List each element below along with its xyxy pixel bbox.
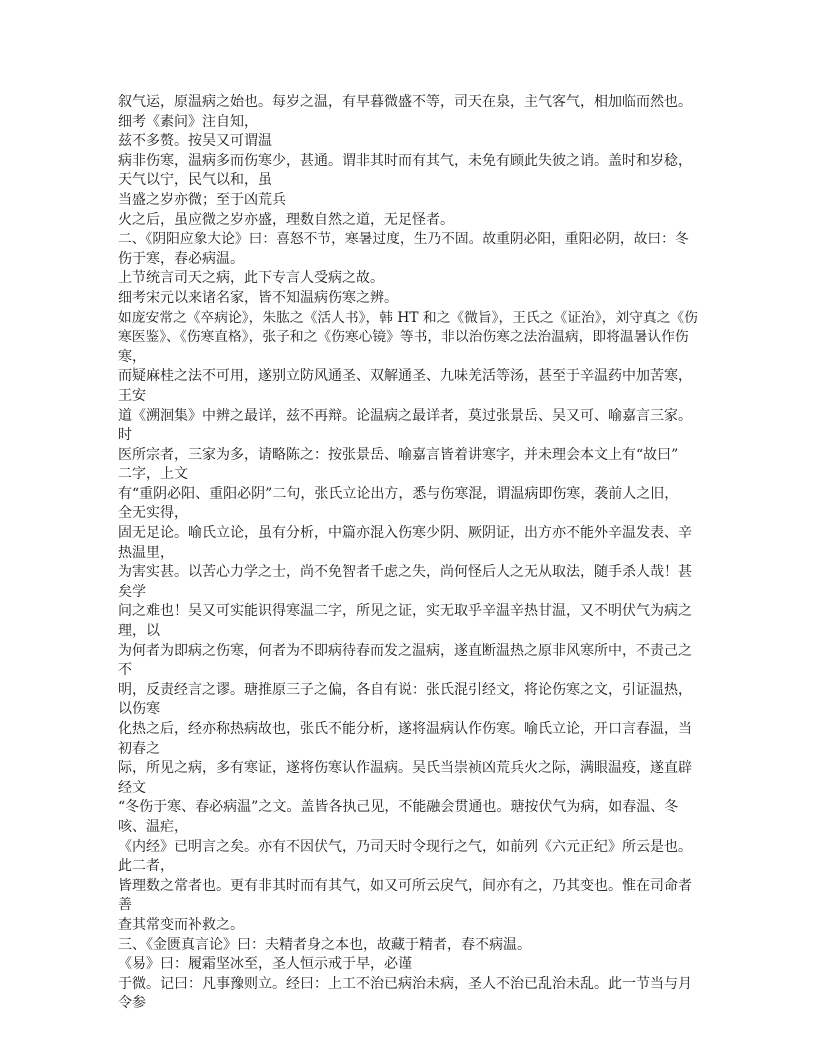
text-line: 火之后，虽应微之岁亦盛，理数自然之道，无足怪者。 <box>118 211 454 228</box>
text-line: 令参 <box>118 995 146 1012</box>
text-line: 王安 <box>118 387 146 404</box>
text-line: 《易》曰：履霜坚冰至，圣人恒示戒于早，必谨 <box>118 956 412 973</box>
text-line: 此二者， <box>118 858 174 875</box>
text-line: “冬伤于寒、春必病温”之文。盖皆各执己见，不能融会贯通也。瑭按伏气为病，如春温、冬 <box>118 799 679 816</box>
text-line: 二字，上文 <box>118 466 188 483</box>
text-line: 于微。记曰：凡事豫则立。经曰：上工不治已病治未病，圣人不治已乱治未乱。此一节当与月 <box>118 975 692 992</box>
text-line: 理，以 <box>118 623 160 640</box>
text-line: 天气以宁，民气以和，虽 <box>118 172 272 189</box>
text-line: 伤于寒，春必病温。 <box>118 250 244 267</box>
text-line: 寒医鉴》、《伤寒直格》，张子和之《伤寒心镜》等书，非以治伤寒之法治温病，即将温暑认作伤 <box>118 329 689 346</box>
text-line: 问之难也！吴又可实能识得寒温二字，所见之证，实无取乎辛温辛热甘温，又不明伏气为病之 <box>118 603 692 620</box>
text-line: 二、《阴阳应象大论》曰：喜怒不节，寒暑过度，生乃不固。故重阴必阳，重阳必阴，故曰：冬 <box>118 231 689 248</box>
text-line: 际，所见之病，多有寒证，遂将伤寒认作温病。吴氏当崇祯凶荒兵火之际，满眼温疫，遂直辟 <box>118 760 692 777</box>
document-body <box>118 93 698 1014</box>
text-line: 《内经》已明言之矣。亦有不因伏气，乃司天时令现行之气，如前列《六元正纪》所云是也。 <box>118 838 692 855</box>
text-line: 经文 <box>118 779 146 796</box>
text-line: 查其常变而补救之。 <box>118 916 244 933</box>
text-line: 以伤寒 <box>118 701 160 718</box>
text-line: 而疑麻桂之法不可用，遂别立防风通圣、双解通圣、九味羌活等汤，甚至于辛温药中加苦寒， <box>118 368 692 385</box>
text-line: 时 <box>118 427 132 444</box>
text-line: 病非伤寒，温病多而伤寒少，甚通。谓非其时而有其气，未免有顾此失彼之诮。盖时和岁稔， <box>118 152 692 169</box>
text-line: 叙气运，原温病之始也。每岁之温，有早暮微盛不等，司天在泉，主气客气，相加临而然也。 <box>118 94 692 110</box>
text-line: 皆理数之常者也。更有非其时而有其气，如又可所云戾气，间亦有之，乃其变也。惟在司命者 <box>118 877 692 894</box>
text-line: 医所宗者，三家为多，请略陈之：按张景岳、喻嘉言皆着讲寒字，并未理会本文上有“故曰” <box>118 446 679 463</box>
text-line: 寒， <box>118 348 146 365</box>
text-line: 全无实得， <box>118 505 188 522</box>
text-line: 上节统言司天之病，此下专言人受病之故。 <box>118 270 384 287</box>
text-line: 化热之后，经亦称热病故也，张氏不能分析，遂将温病认作伤寒。喻氏立论，开口言春温，当 <box>118 721 692 737</box>
text-line: 固无足论。喻氏立论，虽有分析，中篇亦混入伤寒少阴、厥阴证，出方亦不能外辛温发表、辛 <box>118 525 692 542</box>
text-line: 三、《金匮真言论》曰：夫精者身之本也，故藏于精者，春不病温。 <box>118 936 531 953</box>
text-line: 不 <box>118 662 132 679</box>
text-line: 兹不多赘。按吴又可谓温 <box>118 133 272 150</box>
text-line: 为害实甚。以苦心力学之士，尚不免智者千虑之失，尚何怪后人之无从取法，随手杀人哉！甚 <box>118 564 692 581</box>
text-line: 有“重阴必阳、重阳必阴”二句，张氏立论出方，悉与伤寒混，谓温病即伤寒，袭前人之旧， <box>118 485 679 502</box>
text-line: 善 <box>118 897 132 914</box>
text-line: 细考宋元以来诸名家，皆不知温病伤寒之辨。 <box>118 289 398 306</box>
text-line: 如庞安常之《卒病论》，朱肱之《活人书》，韩 HT 和之《微旨》，王氏之《证治》，刘守真之《伤 <box>118 309 698 326</box>
text-line: 初春之 <box>118 740 160 757</box>
text-line: 当盛之岁亦微；至于凶荒兵 <box>118 191 286 208</box>
text-line: 明，反责经言之谬。瑭推原三子之偏，各自有说：张氏混引经文，将论伤寒之文，引证温热， <box>118 681 692 698</box>
text-line: 热温里， <box>118 544 174 561</box>
text-line: 为何者为即病之伤寒，何者为不即病待春而发之温病，遂直断温热之原非风寒所中，不责己之 <box>118 642 692 659</box>
text-line: 细考《素问》注自知， <box>118 113 258 130</box>
text-line: 咳、温疟， <box>118 818 188 835</box>
text-line: 道《溯洄集》中辨之最详，兹不再辩。论温病之最详者，莫过张景岳、吴又可、喻嘉言三家。 <box>118 407 692 424</box>
text-line: 矣学 <box>118 583 146 600</box>
document-page <box>118 93 698 1014</box>
